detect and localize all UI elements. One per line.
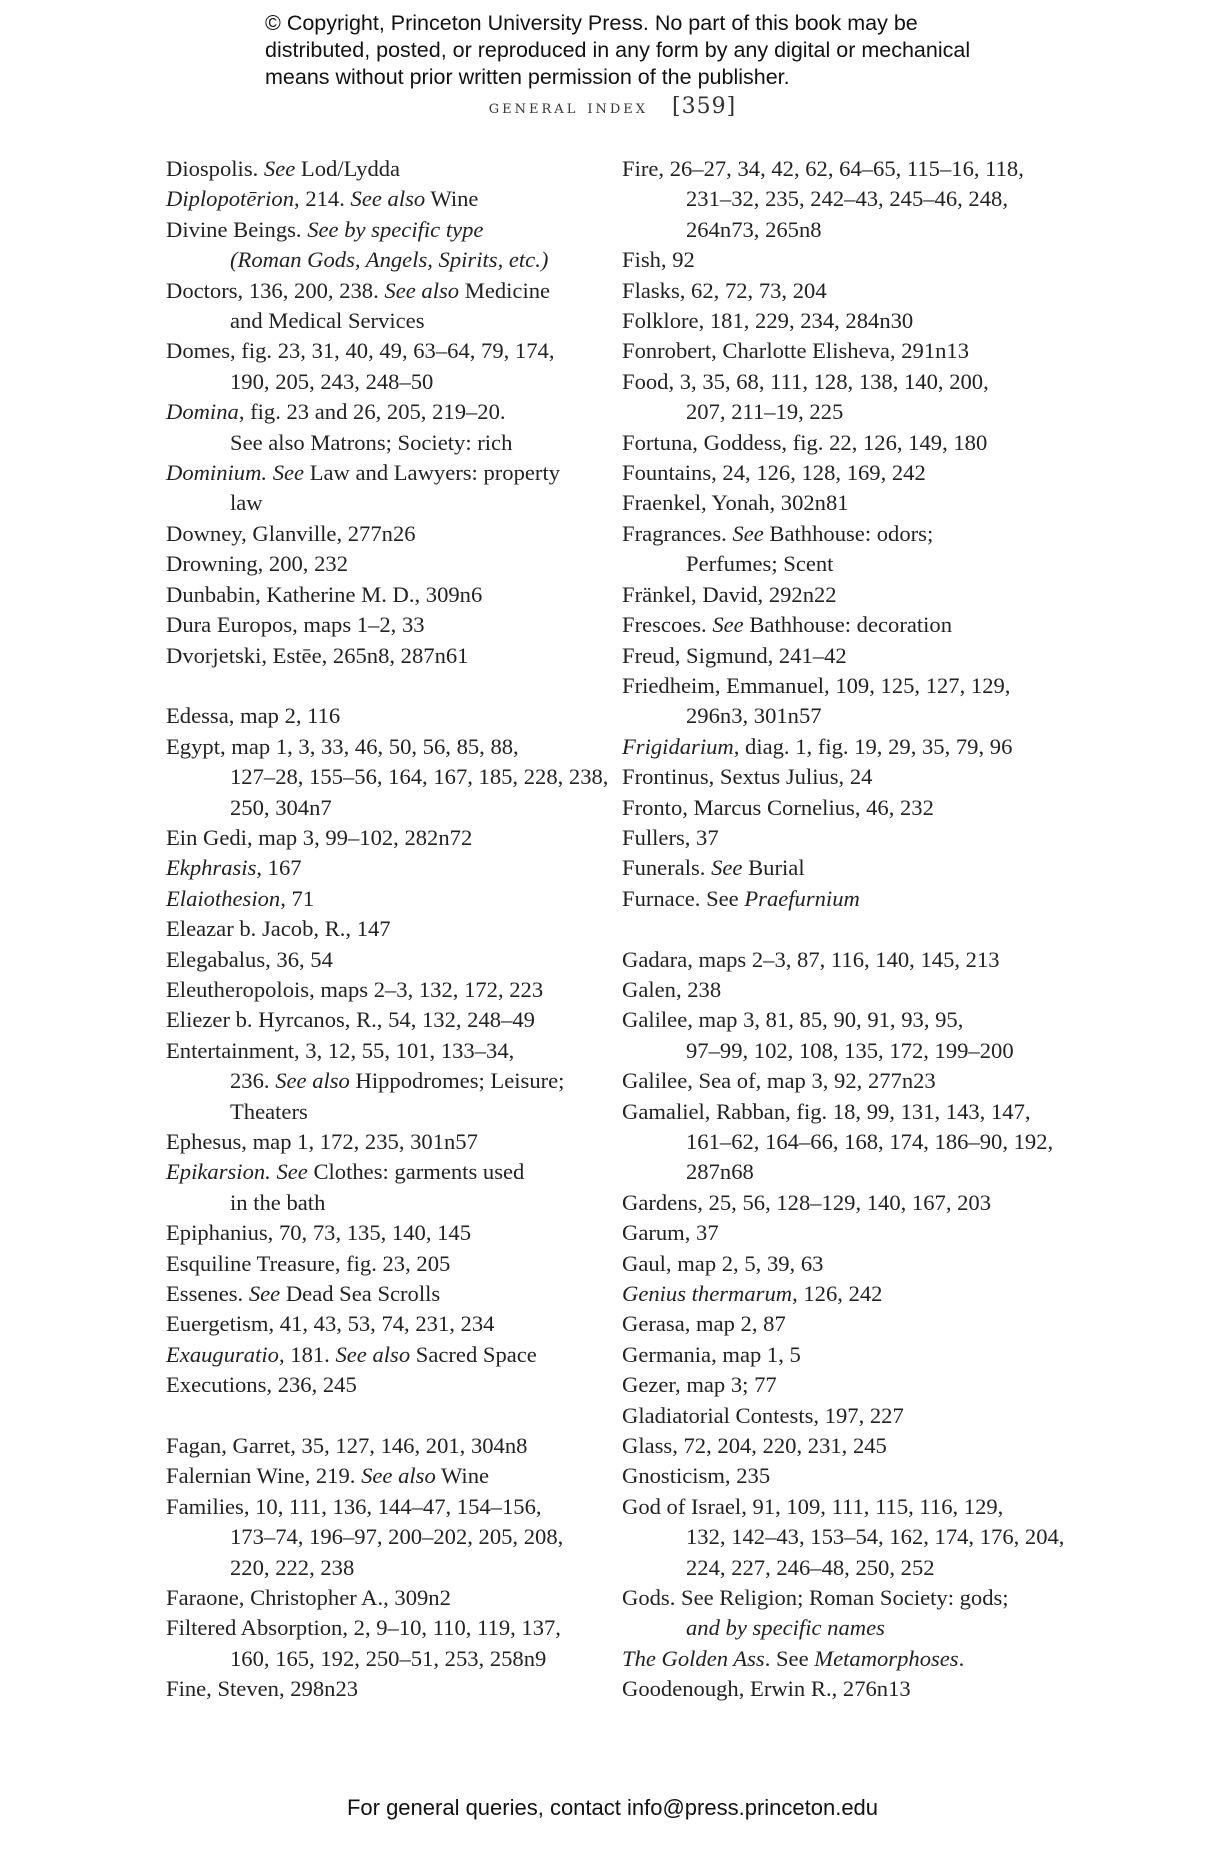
index-entry [166,1431,606,1461]
index-column-left [166,154,609,1705]
index-entry-continuation: 220, 222, 238 [230,1554,355,1580]
index-entry-line: Ephesus, map 1, 172, 235, 301n57 [166,1128,478,1154]
index-entry [166,641,606,671]
index-entry-line: Epikarsion. See Clothes: garments used [166,1159,525,1185]
index-entry [622,1370,1062,1400]
index-entry-line: Fine, Steven, 298n23 [166,1676,359,1702]
index-entry-line: Garum, 37 [622,1220,719,1246]
index-entry [622,823,1062,853]
index-entry [166,458,606,519]
index-entry-line: Genius thermarum, 126, 242 [622,1281,883,1307]
index-entry [622,1431,1062,1461]
index-entry-line: Fullers, 37 [622,824,719,850]
index-entry-line: Folklore, 181, 229, 234, 284n30 [622,308,914,334]
index-entry [166,1309,606,1339]
index-entry [622,458,1062,488]
page-number: [359] [672,94,737,119]
index-entry-line: Domina, fig. 23 and 26, 205, 219–20. [166,399,506,425]
index-entry [166,884,606,914]
index-entry [166,1613,606,1674]
index-entry-line: Faraone, Christopher A., 309n2 [166,1585,451,1611]
index-entry-continuation: 173–74, 196–97, 200–202, 205, 208, [230,1524,564,1550]
index-entry-continuation: 236. See also Hippodromes; Leisure; [230,1068,565,1094]
index-entry [622,1249,1062,1279]
index-entry-line: Gods. See Religion; Roman Society: gods; [622,1585,1009,1611]
index-entry-line: Eliezer b. Hyrcanos, R., 54, 132, 248–49 [166,1007,535,1033]
index-entry [622,306,1062,336]
index-entry [622,276,1062,306]
index-entry-line: Dvorjetski, Estēe, 265n8, 287n61 [166,642,469,668]
index-entry-line: Fire, 26–27, 34, 42, 62, 64–65, 115–16, 118, [622,156,1024,181]
index-entry [622,367,1062,428]
copyright-line: means without prior written permission of the publisher. [265,65,790,89]
index-entry-line: Essenes. See Dead Sea Scrolls [166,1281,441,1307]
index-entry [166,732,609,823]
index-entry-line: Gardens, 25, 56, 128–129, 140, 167, 203 [622,1189,992,1215]
index-entry-line: Frigidarium, diag. 1, fig. 19, 29, 35, 79, 96 [622,733,1013,759]
index-entry [166,1674,606,1704]
index-entry [622,428,1062,458]
running-head [0,94,1225,119]
index-entry-line: Elegabalus, 36, 54 [166,946,333,972]
index-entry [166,1492,606,1583]
index-entry-line: Flasks, 62, 72, 73, 204 [622,277,827,303]
index-entry-line: Germania, map 1, 5 [622,1341,801,1367]
index-entry [166,610,606,640]
index-entry-line: Fagan, Garret, 35, 127, 146, 201, 304n8 [166,1433,528,1459]
index-entry-line: Freud, Sigmund, 241–42 [622,642,847,668]
index-entry-line: Fraenkel, Yonah, 302n81 [622,490,849,516]
index-entry [622,945,1062,975]
index-entry [166,184,606,214]
index-entry-line: Fish, 92 [622,247,695,273]
index-entry-continuation: See also Matrons; Society: rich [230,429,513,455]
index-entry-continuation: 224, 227, 246–48, 250, 252 [686,1554,935,1580]
index-entry-line: Falernian Wine, 219. See also Wine [166,1463,490,1489]
index-entry-line: Families, 10, 111, 136, 144–47, 154–156, [166,1493,542,1519]
index-entry-line: Gnosticism, 235 [622,1463,771,1489]
index-entry [622,245,1062,275]
index-entry-continuation: 296n3, 301n57 [686,703,822,729]
index-entry-line: Euergetism, 41, 43, 53, 74, 231, 234 [166,1311,495,1337]
index-column-right [622,154,1065,1705]
index-entry-continuation: 97–99, 102, 108, 135, 172, 199–200 [686,1037,1014,1063]
index-entry-line: Diplopotērion, 214. See also Wine [166,186,479,212]
index-entry-line: Dunbabin, Katherine M. D., 309n6 [166,581,483,607]
index-entry [622,519,1062,580]
index-entry [166,1005,606,1035]
index-entry-line: Doctors, 136, 200, 238. See also Medicine [166,277,551,303]
index-entry [622,762,1062,792]
index-entry-continuation: Perfumes; Scent [686,551,834,577]
index-entry-line: Gezer, map 3; 77 [622,1372,777,1398]
index-entry-line: Downey, Glanville, 277n26 [166,520,416,546]
index-entry-line: Galen, 238 [622,976,722,1002]
index-entry [622,671,1062,732]
index-entry-line: Funerals. See Burial [622,855,805,881]
index-entry-line: Friedheim, Emmanuel, 109, 125, 127, 129, [622,672,1011,698]
index-entry [166,914,606,944]
index-entry [166,1249,606,1279]
index-entry-line: Frescoes. See Bathhouse: decoration [622,612,953,638]
index-entry-line: Diospolis. See Lod/Lydda [166,156,401,181]
index-entry [166,397,606,458]
index-entry-line: Divine Beings. See by specific type [166,216,484,242]
index-entry [622,1674,1062,1704]
index-entry-continuation: 231–32, 235, 242–43, 245–46, 248, [686,186,1008,212]
index-entry-line: Fragrances. See Bathhouse: odors; [622,520,934,546]
index-entry [166,945,606,975]
index-entry-line: God of Israel, 91, 109, 111, 115, 116, 129, [622,1493,1004,1519]
index-entry-line: Gerasa, map 2, 87 [622,1311,786,1337]
index-entry-line: The Golden Ass. See Metamorphoses. [622,1645,965,1671]
index-entry [166,1127,606,1157]
index-entry-line: Fonrobert, Charlotte Elisheva, 291n13 [622,338,970,364]
index-entry-line: Egypt, map 1, 3, 33, 46, 50, 56, 85, 88, [166,733,519,759]
running-head-title: general index [488,96,649,118]
footer-contact: For general queries, contact info@press.princeton.edu [346,1795,879,1820]
index-entry-line: Frontinus, Sextus Julius, 24 [622,764,873,790]
index-entry [166,1279,606,1309]
index-entry [166,1583,606,1613]
index-entry-line: Eleutheropolois, maps 2–3, 132, 172, 223 [166,976,544,1002]
index-entry-continuation: 264n73, 265n8 [686,216,822,242]
index-entry-line: Galilee, Sea of, map 3, 92, 277n23 [622,1068,936,1094]
index-entry [622,1309,1062,1339]
index-entry [622,488,1062,518]
index-entry [622,1644,1062,1674]
index-entry-line: Fronto, Marcus Cornelius, 46, 232 [622,794,934,820]
index-entry-continuation: 287n68 [686,1159,754,1185]
copyright-notice [265,10,1025,91]
index-entry-continuation: 250, 304n7 [230,794,332,820]
index-entry-line: Executions, 236, 245 [166,1372,357,1398]
index-entry [166,154,606,184]
index-entry-line: Epiphanius, 70, 73, 135, 140, 145 [166,1220,472,1246]
index-entry [622,610,1062,640]
index-entry-line: Glass, 72, 204, 220, 231, 245 [622,1433,887,1459]
copyright-line: distributed, posted, or reproduced in any form by any digital or mechanical [265,38,971,62]
index-entry-line: Entertainment, 3, 12, 55, 101, 133–34, [166,1037,515,1063]
index-entry [622,1066,1062,1096]
index-entry-line: Goodenough, Erwin R., 276n13 [622,1676,911,1702]
index-entry-line: Drowning, 200, 232 [166,551,348,577]
index-entry-line: Eleazar b. Jacob, R., 147 [166,916,391,942]
index-entry-continuation: 190, 205, 243, 248–50 [230,368,434,394]
index-entry-continuation: 160, 165, 192, 250–51, 253, 258n9 [230,1645,547,1671]
index-entry [622,1097,1062,1188]
index-entry [622,1461,1062,1491]
index-entry [622,1188,1062,1218]
index-entry [166,1218,606,1248]
index-entry-continuation: (Roman Gods, Angels, Spirits, etc.) [230,247,549,273]
index-entry [622,580,1062,610]
index-entry-continuation: 161–62, 164–66, 168, 174, 186–90, 192, [686,1128,1054,1154]
index-entry [622,1492,1065,1583]
index-entry-continuation: and Medical Services [230,308,425,334]
index-entry [622,1279,1062,1309]
index-entry [166,823,606,853]
index-entry [166,519,606,549]
index-entry-line: Edessa, map 2, 116 [166,703,341,729]
index-entry [622,1583,1062,1644]
index-entry [622,975,1062,1005]
index-entry [622,1005,1062,1066]
index-entry-line: Fränkel, David, 292n22 [622,581,837,607]
index-entry [622,336,1062,366]
index-entry-line: Food, 3, 35, 68, 111, 128, 138, 140, 200, [622,368,989,394]
index-entry [622,154,1062,245]
index-entry [622,1401,1062,1431]
index-entry [622,1340,1062,1370]
index-entry-line: Dominium. See Law and Lawyers: property [166,460,561,486]
index-entry-line: Gadara, maps 2–3, 87, 116, 140, 145, 213 [622,946,1000,972]
index-entry [166,580,606,610]
letter-section-gap [166,671,606,701]
index-entry-line: Gaul, map 2, 5, 39, 63 [622,1250,824,1276]
index-entry-line: Elaiothesion, 71 [166,885,315,911]
index-entry [166,549,606,579]
index-entry [166,336,606,397]
index-entry-line: Domes, fig. 23, 31, 40, 49, 63–64, 79, 174, [166,338,555,364]
index-entry [166,1157,606,1218]
index-entry [622,641,1062,671]
index-entry-continuation: 207, 211–19, 225 [686,399,844,425]
index-entry [166,853,606,883]
index-entry-line: Filtered Absorption, 2, 9–10, 110, 119, 137, [166,1615,561,1641]
index-entry [166,1461,606,1491]
index-entry-continuation: Theaters [230,1098,308,1124]
index-entry [166,1370,606,1400]
index-entry-line: Gamaliel, Rabban, fig. 18, 99, 131, 143, 147, [622,1098,1031,1124]
index-entry [622,1218,1062,1248]
copyright-line: © Copyright, Princeton University Press. No part of this book may be [265,11,918,35]
index-entry-line: Fountains, 24, 126, 128, 169, 242 [622,460,926,486]
index-entry [622,884,1062,914]
index-entry [166,276,606,337]
index-entry-line: Exauguratio, 181. See also Sacred Space [166,1341,537,1367]
index-entry-line: Dura Europos, maps 1–2, 33 [166,612,425,638]
index-entry-line: Furnace. See Praefurnium [622,885,860,911]
index-entry-line: Gladiatorial Contests, 197, 227 [622,1402,904,1428]
index-entry-line: Ekphrasis, 167 [166,855,302,881]
index-entry-line: Fortuna, Goddess, fig. 22, 126, 149, 180 [622,429,988,455]
index-entry [166,975,606,1005]
index-entry [166,215,606,276]
index-entry [166,1340,606,1370]
letter-section-gap [166,1401,606,1431]
index-entry-line: Galilee, map 3, 81, 85, 90, 91, 93, 95, [622,1007,964,1033]
index-entry-continuation: and by specific names [686,1615,885,1641]
index-entry-continuation: 127–28, 155–56, 164, 167, 185, 228, 238, [230,764,609,790]
index-entry-continuation: in the bath [230,1189,326,1215]
index-entry-continuation: 132, 142–43, 153–54, 162, 174, 176, 204, [686,1524,1065,1550]
letter-section-gap [622,914,1062,944]
index-entry [622,732,1062,762]
index-entry-continuation: law [230,490,263,516]
index-entry-line: Ein Gedi, map 3, 99–102, 282n72 [166,824,473,850]
index-entry [622,853,1062,883]
index-entry [166,1036,606,1127]
index-entry [622,793,1062,823]
index-entry-line: Esquiline Treasure, fig. 23, 205 [166,1250,451,1276]
index-entry [166,701,606,731]
